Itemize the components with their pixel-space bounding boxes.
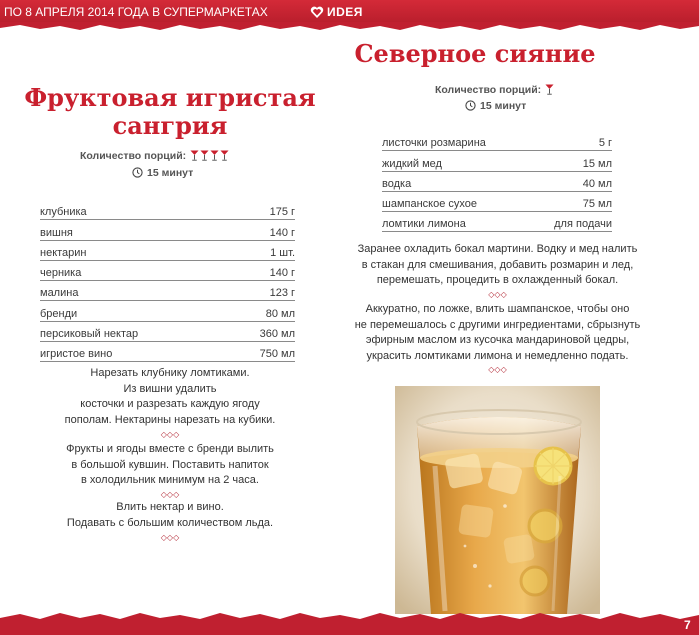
separator-2: ◇◇◇	[160, 490, 180, 499]
separator-2: ◇◇◇	[488, 365, 507, 374]
time-row	[132, 167, 193, 179]
page-number: 7	[684, 618, 691, 632]
ingredient-row	[40, 260, 295, 280]
ingredient-row	[40, 200, 295, 220]
step-line: Из вишни удалить	[123, 382, 217, 395]
ingredient-amount: 360 мл	[227, 321, 295, 341]
time-value: 15 минут	[480, 100, 527, 112]
title-line-1: Фруктовая игристая	[24, 83, 316, 112]
servings-label: Количество порций:	[435, 84, 542, 96]
step-3-text	[20, 500, 320, 531]
ingredient-name: листочки розмарина	[382, 131, 530, 151]
clock-icon	[132, 167, 143, 178]
step-1-text	[20, 366, 320, 428]
ingredient-name: жидкий мед	[382, 151, 530, 171]
step-line: перемешать, процедить в охлажденный бокал.	[376, 274, 619, 286]
ingredient-row	[382, 151, 612, 171]
time-value: 15 минут	[147, 167, 194, 179]
ingredient-row	[40, 301, 295, 321]
step-2-text	[345, 302, 650, 364]
servings-row	[435, 84, 554, 96]
recipe-title	[20, 84, 320, 140]
ingredient-row	[382, 131, 612, 151]
step-line: эфирным маслом из кусочка мандариновой цедры,	[365, 334, 630, 346]
promo-header-bar	[0, 0, 699, 24]
servings-glass-icons	[544, 84, 554, 96]
separator-1: ◇◇◇	[160, 430, 180, 439]
ingredient-row	[382, 171, 612, 191]
ingredient-amount: 40 мл	[530, 171, 612, 191]
step-line: Заранее охладить бокал мартини. Водку и мед налить	[357, 243, 638, 255]
ingredient-amount: 140 г	[227, 220, 295, 240]
ingredient-name: шампанское сухое	[382, 191, 530, 211]
step-line: косточки и разрезать каждую ягоду	[80, 398, 260, 410]
cocktail-glass-icon	[220, 150, 229, 161]
ingredient-name: клубника	[40, 200, 227, 220]
step-2-text	[20, 442, 320, 489]
ingredient-amount: 123 г	[227, 281, 295, 301]
step-line: не перемешалось с другими ингредиентами, сбрызнуть	[354, 318, 641, 331]
ingredient-row	[382, 212, 612, 232]
step-line: Нарезать клубнику ломтиками.	[90, 367, 250, 379]
step-line: Влить нектар и вино.	[116, 501, 224, 513]
ingredient-row	[40, 321, 295, 341]
ingredient-amount: 80 мл	[227, 301, 295, 321]
ingredient-name: малина	[40, 281, 227, 301]
servings-label: Количество порций:	[80, 150, 187, 162]
step-1-text	[345, 242, 650, 289]
ingredient-name: черника	[40, 260, 227, 280]
servings-row	[80, 150, 229, 162]
separator-3: ◇◇◇	[160, 533, 180, 542]
step-line: в большой кувшин. Поставить напиток	[71, 458, 269, 471]
ingredient-row	[40, 220, 295, 240]
ingredient-row	[382, 191, 612, 211]
ingredient-name: водка	[382, 171, 530, 191]
ingredient-amount: 5 г	[530, 131, 612, 151]
ingredient-row	[40, 240, 295, 260]
step-line: Аккуратно, по ложке, влить шампанское, чтобы оно	[365, 303, 630, 315]
ingredient-name: вишня	[40, 220, 227, 240]
ingredient-row	[40, 281, 295, 301]
ingredient-name: игристое вино	[40, 342, 227, 362]
heart-logo-icon	[310, 5, 324, 19]
torn-edge-bottom	[0, 610, 699, 635]
step-line: в стакан для смешивания, добавить розмарин и лед,	[361, 258, 634, 271]
ingredient-amount: 15 мл	[530, 151, 612, 171]
step-line: Фрукты и ягоды вместе с бренди вылить	[66, 443, 274, 455]
promo-text: ПО 8 АПРЕЛЯ 2014 ГОДА В СУПЕРМАРКЕТАХ	[4, 5, 268, 19]
ingredient-amount: 75 мл	[530, 191, 612, 211]
torn-edge-top	[0, 22, 699, 32]
ingredient-name: бренди	[40, 301, 227, 321]
ingredient-name: нектарин	[40, 240, 227, 260]
ingredient-amount: 750 мл	[227, 342, 295, 362]
ingredients-table	[40, 200, 295, 362]
step-line: Подавать с большим количеством льда.	[66, 516, 274, 529]
step-line: в холодильник минимум на 2 часа.	[81, 474, 259, 486]
ingredients-table	[382, 131, 612, 232]
ingredient-row	[40, 342, 295, 362]
cocktail-glass-icon	[190, 150, 199, 161]
clock-icon	[465, 100, 476, 111]
ingredient-amount: 140 г	[227, 260, 295, 280]
cocktail-glass-icon	[200, 150, 209, 161]
title-line-2: сангрия	[112, 111, 228, 140]
brand-logo-text: ИDEЯ	[327, 5, 363, 19]
ingredient-amount: для подачи	[530, 212, 612, 232]
time-row	[465, 100, 526, 112]
separator-1: ◇◇◇	[488, 290, 507, 299]
servings-glass-icons	[189, 150, 229, 162]
ingredient-amount: 175 г	[227, 200, 295, 220]
ingredient-name: персиковый нектар	[40, 321, 227, 341]
cocktail-glass-icon	[210, 150, 219, 161]
step-line: украсить ломтиками лимона и немедленно подать.	[366, 349, 629, 362]
cocktail-glass-photo	[395, 386, 600, 614]
ingredient-amount: 1 шт.	[227, 240, 295, 260]
cocktail-glass-icon	[545, 84, 554, 95]
step-line: пополам. Нектарины нарезать на кубики.	[64, 413, 276, 426]
ingredient-name: ломтики лимона	[382, 212, 530, 232]
recipe-title: Северное сияние	[354, 39, 596, 68]
